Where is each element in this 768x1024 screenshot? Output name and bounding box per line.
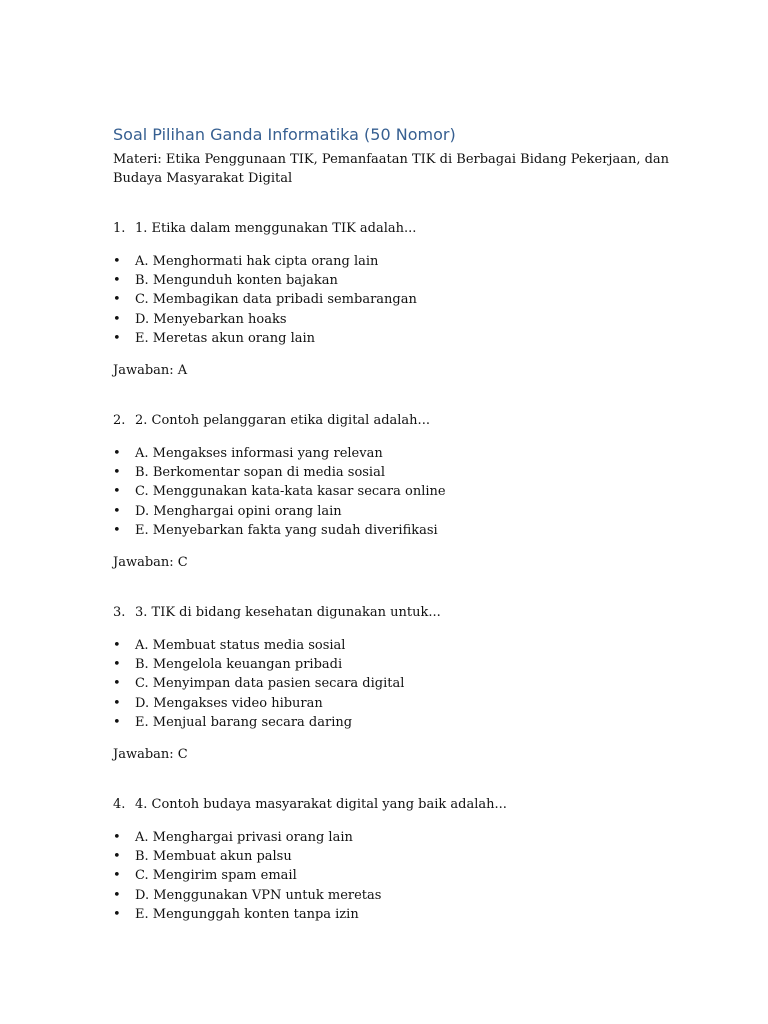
- option-item: [113, 636, 673, 655]
- option-text: A. Menghargai privasi orang lain: [135, 830, 353, 845]
- question-number: 1.: [113, 221, 126, 236]
- option-list: [113, 636, 673, 732]
- option-item: [113, 290, 673, 309]
- question-block: [113, 796, 673, 924]
- option-text: A. Membuat status media sosial: [135, 638, 346, 653]
- option-text: D. Menggunakan VPN untuk meretas: [135, 887, 382, 903]
- answer-text: Jawaban: A: [113, 363, 188, 379]
- question-label: 3. TIK di bidang kesehatan digunakan untuk...: [135, 605, 441, 620]
- bullet-icon: •: [113, 522, 121, 538]
- bullet-icon: •: [113, 273, 121, 289]
- option-text: C. Menggunakan kata-kata kasar secara online: [135, 484, 446, 500]
- option-text: E. Mengunggah konten tanpa izin: [135, 906, 359, 922]
- option-text: E. Menjual barang secara daring: [135, 714, 353, 730]
- option-list: [113, 252, 673, 348]
- bullet-icon: •: [113, 638, 121, 653]
- option-text: E. Menyebarkan fakta yang sudah diverifikasi: [135, 522, 438, 538]
- option-item: [113, 713, 673, 732]
- bullet-icon: •: [113, 446, 121, 461]
- question-block: [113, 604, 673, 764]
- bullet-icon: •: [113, 887, 121, 903]
- bullet-icon: •: [113, 503, 121, 519]
- bullet-icon: •: [113, 695, 121, 711]
- question-number: 2.: [113, 413, 126, 428]
- bullet-icon: •: [113, 330, 121, 346]
- option-item: [113, 502, 673, 521]
- question-label: 2. Contoh pelanggaran etika digital adalah...: [135, 413, 430, 428]
- option-text: A. Menghormati hak cipta orang lain: [135, 254, 379, 269]
- option-item: [113, 329, 673, 348]
- bullet-icon: •: [113, 906, 121, 922]
- option-text: D. Menyebarkan hoaks: [135, 311, 287, 327]
- option-item: [113, 252, 673, 271]
- option-item: [113, 521, 673, 540]
- bullet-icon: •: [113, 676, 121, 692]
- bullet-icon: •: [113, 657, 121, 673]
- document-page: [113, 124, 673, 188]
- bullet-icon: •: [113, 484, 121, 500]
- option-list: [113, 444, 673, 540]
- option-text: E. Meretas akun orang lain: [135, 330, 316, 346]
- option-text: B. Mengunduh konten bajakan: [135, 273, 338, 289]
- option-item: [113, 271, 673, 290]
- document-title: Soal Pilihan Ganda Informatika (50 Nomor): [113, 125, 456, 144]
- option-item: [113, 886, 673, 905]
- question-number: 3.: [113, 605, 126, 620]
- bullet-icon: •: [113, 868, 121, 884]
- option-item: [113, 905, 673, 924]
- option-text: D. Mengakses video hiburan: [135, 695, 323, 711]
- question-text: [113, 412, 673, 430]
- option-text: C. Mengirim spam email: [135, 868, 297, 884]
- question-text: [113, 220, 673, 238]
- answer-text: Jawaban: C: [113, 747, 188, 763]
- option-item: [113, 674, 673, 693]
- question-number: 4.: [113, 797, 126, 812]
- bullet-icon: •: [113, 465, 121, 481]
- option-item: [113, 694, 673, 713]
- option-item: [113, 866, 673, 885]
- option-list: [113, 828, 673, 924]
- bullet-icon: •: [113, 714, 121, 730]
- option-text: C. Menyimpan data pasien secara digital: [135, 676, 405, 692]
- bullet-icon: •: [113, 830, 121, 845]
- question-block: [113, 412, 673, 572]
- bullet-icon: •: [113, 849, 121, 865]
- option-text: A. Mengakses informasi yang relevan: [135, 446, 383, 461]
- option-text: C. Membagikan data pribadi sembarangan: [135, 292, 417, 308]
- bullet-icon: •: [113, 254, 121, 269]
- option-item: [113, 828, 673, 847]
- document-subtitle: Materi: Etika Penggunaan TIK, Pemanfaatan TIK di Berbagai Bidang Pekerjaan, dan Budaya Masyarakat Digital: [113, 152, 670, 186]
- option-text: D. Menghargai opini orang lain: [135, 503, 342, 519]
- option-item: [113, 847, 673, 866]
- option-item: [113, 310, 673, 329]
- question-text: [113, 796, 673, 814]
- option-item: [113, 482, 673, 501]
- option-item: [113, 463, 673, 482]
- answer-text: Jawaban: C: [113, 555, 188, 571]
- bullet-icon: •: [113, 292, 121, 308]
- question-block: [113, 220, 673, 380]
- option-text: B. Mengelola keuangan pribadi: [135, 657, 343, 673]
- option-text: B. Berkomentar sopan di media sosial: [135, 465, 386, 481]
- bullet-icon: •: [113, 311, 121, 327]
- question-label: 4. Contoh budaya masyarakat digital yang baik adalah...: [135, 797, 507, 812]
- question-label: 1. Etika dalam menggunakan TIK adalah...: [135, 221, 417, 236]
- option-item: [113, 655, 673, 674]
- option-item: [113, 444, 673, 463]
- question-text: [113, 604, 673, 622]
- option-text: B. Membuat akun palsu: [135, 849, 292, 865]
